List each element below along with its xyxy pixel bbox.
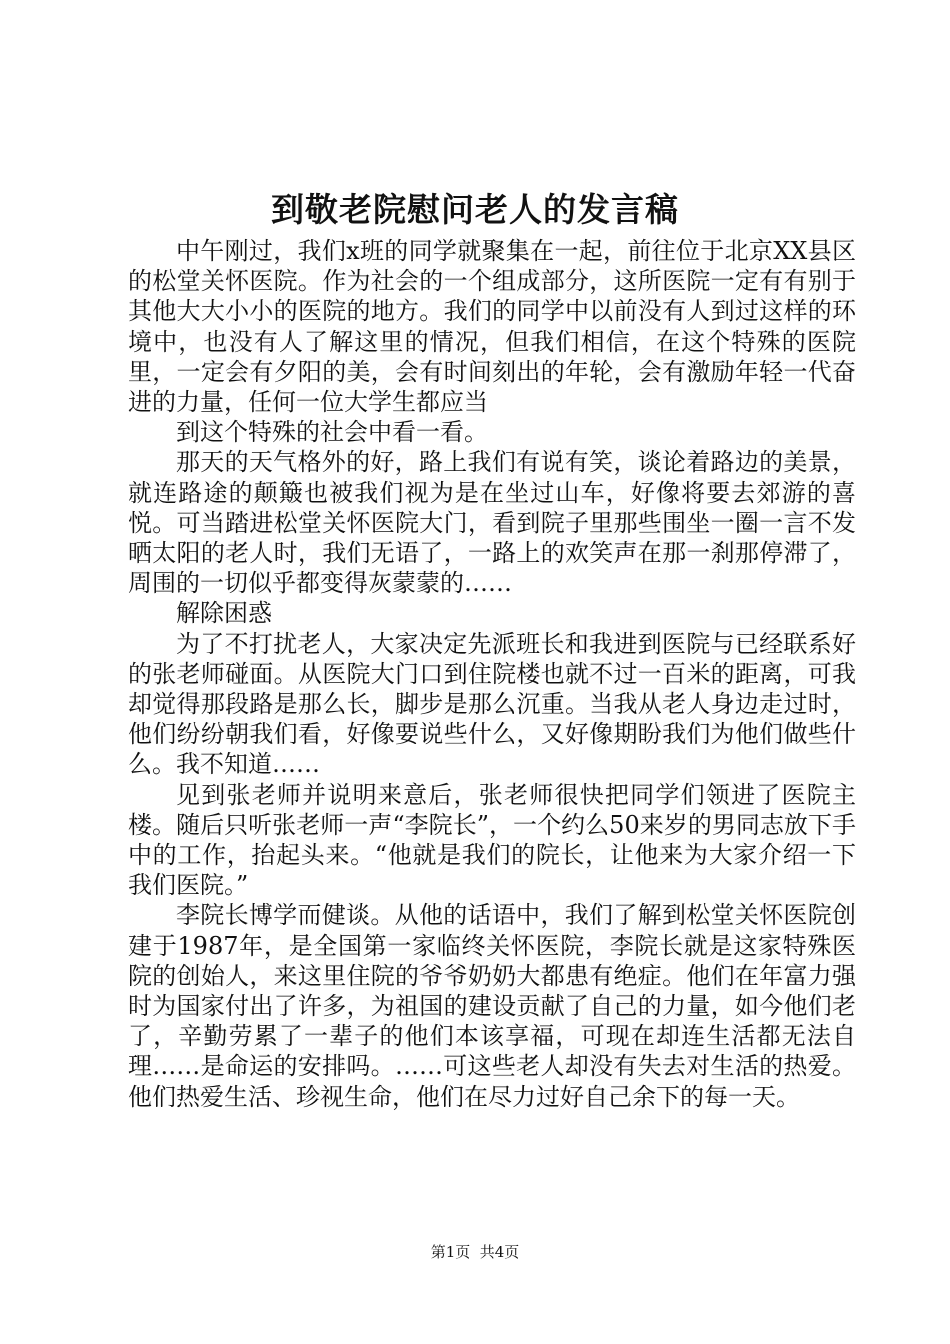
document-title: 到敬老院慰问老人的发言稿 xyxy=(271,190,679,229)
page-footer xyxy=(0,1242,950,1262)
document-body xyxy=(128,236,856,1112)
paragraph: 为了不打扰老人，大家决定先派班长和我进到医院与已经联系好的张老师碰面。从医院大门口到住院楼也就不过一百米的距离，可我却觉得那段路是那么长，脚步是那么沉重。当我从老人身边走过时，他们纷纷朝我们看，好像要说些什么，又好像期盼我们为他们做些什么。我不知道…… xyxy=(128,629,856,779)
page-number: 第1页 共4页 xyxy=(430,1243,520,1261)
paragraph: 那天的天气格外的好，路上我们有说有笑，谈论着路边的美景，就连路途的颠簸也被我们视为是在坐过山车，好像将要去郊游的喜悦。可当踏进松堂关怀医院大门，看到院子里那些围坐一圈一言不发晒太阳的老人时，我们无语了，一路上的欢笑声在那一刹那停滞了，周围的一切似乎都变得灰蒙蒙的…… xyxy=(128,448,856,598)
paragraph: 李院长博学而健谈。从他的话语中，我们了解到松堂关怀医院创建于1987年，是全国第一家临终关怀医院，李院长就是这家特殊医院的创始人，来这里住院的爷爷奶奶大都患有绝症。他们在年富力强时为国家付出了许多，为祖国的建设贡献了自己的力量，如今他们老了，辛勤劳累了一辈子的他们本该享福，可现在却连生活都无法自理……是命运的安排吗。……可这些老人却没有失去对生活的热爱。他们热爱生活、珍视生命，他们在尽力过好自己余下的每一天。 xyxy=(128,901,856,1111)
paragraph: 中午刚过，我们x班的同学就聚集在一起，前往位于北京XX县区的松堂关怀医院。作为社会的一个组成部分，这所医院一定有有别于其他大大小小的医院的地方。我们的同学中以前没有人到过这样的环境中，也没有人了解这里的情况，但我们相信，在这个特殊的医院里，一定会有夕阳的美，会有时间刻出的年轮，会有激励年轻一代奋进的力量，任何一位大学生都应当 xyxy=(128,237,856,417)
paragraph: 见到张老师并说明来意后，张老师很快把同学们领进了医院主楼。随后只听张老师一声“李院长”，一个约么50来岁的男同志放下手中的工作，抬起头来。“他就是我们的院长，让他来为大家介绍一下我们医院。” xyxy=(128,780,856,900)
section-heading: 解除困惑 xyxy=(176,599,272,628)
paragraph: 到这个特殊的社会中看一看。 xyxy=(176,418,488,447)
